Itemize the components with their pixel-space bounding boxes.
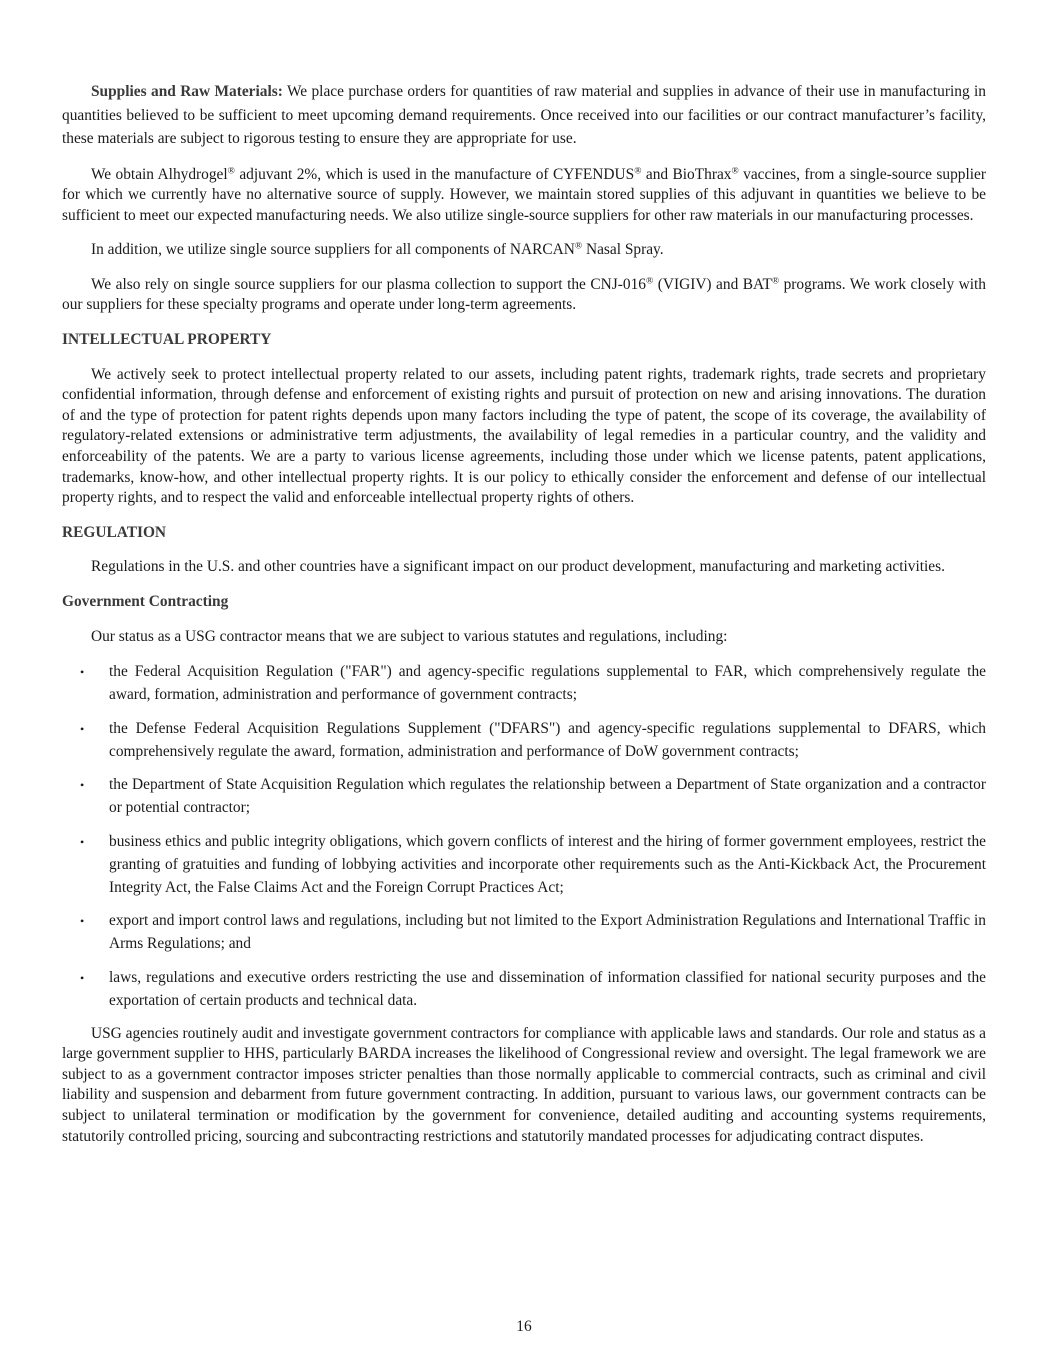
bullet-icon: • [80, 721, 85, 736]
registered-mark: ® [645, 275, 654, 287]
registered-mark: ® [574, 240, 583, 252]
registered-mark: ® [227, 164, 235, 176]
list-item [62, 661, 986, 707]
list-item [62, 967, 986, 1013]
list-item-text: the Federal Acquisition Regulation ("FAR") and agency-specific regulations supplemental to FAR, which comprehensively regulate the award, formation, administration and performance of government contracts; [109, 663, 986, 703]
government-contracting-heading: Government Contracting [62, 593, 229, 610]
audit-paragraph: USG agencies routinely audit and investigate government contractors for compliance with applicable laws and standards. Our role and status as a large government supplier to HHS, particularly BARDA increases the likelihood of Congressional review and oversight. The legal framework we are subject to as a government contractor imposes stricter penalties than those normally applicable to commercial contracts, such as criminal and civil liability and suspension and debarment from future government contracting. In addition, pursuant to various laws, our government contracts can be subject to unilateral termination or modification by the government for convenience, detailed auditing and accounting systems requirements, statutorily controlled pricing, sourcing and subcontracting restrictions and statutorily mandated processes for adjudicating contract disputes. [62, 1024, 986, 1145]
plasma-text-3: programs. We work closely with our suppliers for these specialty programs and operate under long-term agreements. [62, 275, 987, 314]
registered-mark: ® [634, 164, 642, 176]
document-page [62, 80, 986, 1161]
ip-paragraph: We actively seek to protect intellectual property related to our assets, including patent rights, trademark rights, trade secrets and proprietary confidential information, through defense and enforcement of existing rights and pursuit of protection on new and arising innovations. The duration of and the type of protection for patent rights depends upon many factors including the type of patent, the scope of its coverage, the availability of regulatory-related extensions or administrative term adjustments, the availability of legal remedies in a particular country, and the validity and enforceability of the patents. We are a party to various license agreements, including those under which we license patents, patent applications, trademarks, know-how, and other intellectual property rights. It is our policy to ethically consider the enforcement and defense of our intellectual property rights, and to respect the valid and enforceable intellectual property rights of others. [62, 365, 986, 507]
list-item-text: business ethics and public integrity obligations, which govern conflicts of interest and the hiring of former government employees, restrict the granting of gratuities and funding of lobbying activities and incorporate other requirements such as the Anti-Kickback Act, the Procurement Integrity Act, the False Claims Act and the Foreign Corrupt Practices Act; [109, 832, 986, 896]
list-item-text: the Defense Federal Acquisition Regulations Supplement ("DFARS") and agency-specific regulations supplemental to DFARS, which comprehensively regulate the award, formation, administration and performance of DoW government contracts; [109, 719, 986, 760]
registered-mark: ® [731, 164, 739, 176]
regulation-paragraph: Regulations in the U.S. and other countries have a significant impact on our product development, manufacturing and marketing activities. [91, 558, 945, 576]
supplies-paragraph [62, 80, 986, 151]
list-item-text: export and import control laws and regulations, including but not limited to the Export Administration Regulations and International Traffic in Arms Regulations; and [109, 912, 986, 953]
plasma-text-2: (VIGIV) and BAT [653, 275, 772, 293]
regulations-list [62, 661, 986, 1012]
page-number: 16 [516, 1318, 532, 1335]
alhydrogel-text-4: vaccines, from a single-source supplier for which we currently have no alternative source of supply. However, we maintain stored supplies of this adjuvant in quantities we believe to be sufficient to meet our expected manufacturing needs. We also utilize single-source suppliers for other raw materials in our manufacturing processes. [62, 165, 986, 224]
supplies-text: We place purchase orders for quantities of raw material and supplies in advance of their use in manufacturing in quantities believed to be sufficient to meet upcoming demand requirements. Once received into our facilities or our contract manufacturer’s facility, these materials are subject to rigorous testing to ensure they are appropriate for use. [62, 83, 986, 147]
government-contracting-intro: Our status as a USG contractor means that we are subject to various statutes and regulations, including: [91, 627, 728, 645]
alhydrogel-paragraph [62, 165, 986, 227]
list-item [62, 831, 986, 899]
registered-mark: ® [771, 275, 780, 287]
bullet-icon: • [80, 778, 85, 793]
bullet-icon: • [80, 970, 85, 985]
bullet-icon: • [80, 834, 85, 849]
ip-heading: INTELLECTUAL PROPERTY [62, 331, 272, 349]
alhydrogel-text-3: and BioThrax [641, 165, 732, 183]
alhydrogel-text-2: adjuvant 2%, which is used in the manufacture of CYFENDUS [234, 165, 635, 183]
regulation-heading: REGULATION [62, 523, 167, 541]
list-item-text: the Department of State Acquisition Regulation which regulates the relationship between a Department of State organization and a contractor or potential contractor; [109, 776, 986, 817]
plasma-paragraph [62, 275, 986, 316]
narcan-text-2: Nasal Spray. [582, 241, 664, 259]
narcan-paragraph [62, 240, 986, 261]
narcan-text-1: In addition, we utilize single source suppliers for all components of NARCAN [91, 241, 575, 259]
list-item [62, 774, 986, 820]
supplies-lead: Supplies and Raw Materials: [91, 83, 283, 100]
plasma-text-1: We also rely on single source suppliers for our plasma collection to support the CNJ-016 [91, 275, 646, 293]
list-item-text: laws, regulations and executive orders restricting the use and dissemination of information classified for national security purposes and the exportation of certain products and technical data. [109, 968, 986, 1009]
alhydrogel-text-1: We obtain Alhydrogel [91, 165, 228, 183]
bullet-icon: • [80, 914, 85, 929]
list-item [62, 910, 986, 956]
list-item [62, 718, 986, 764]
bullet-icon: • [80, 665, 85, 680]
